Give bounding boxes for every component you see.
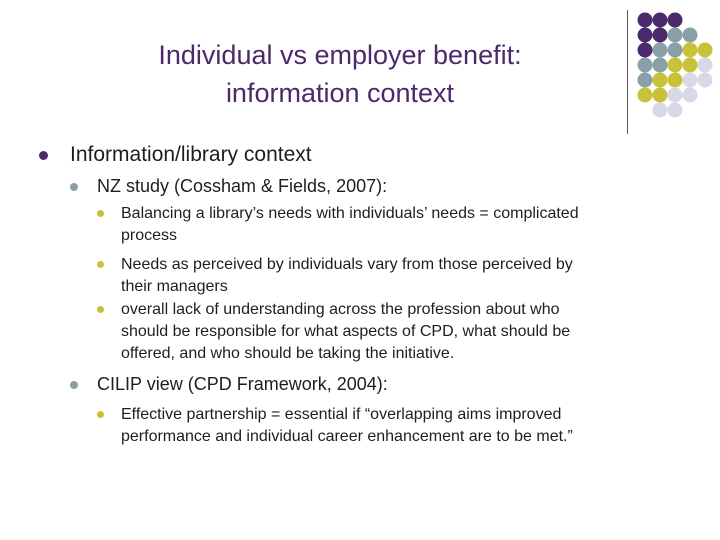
bullet-needs-line2: their managers [121, 278, 228, 295]
slide-title-line2: information context [225, 78, 455, 108]
bullet-nz-study: NZ study (Cossham & Fields, 2007): [97, 176, 388, 196]
slide-title-line1: Individual vs employer benefit: [158, 40, 522, 70]
bullet-overall-line1: overall lack of understanding across the profession about who [121, 301, 560, 318]
bullet-effective-line2: performance and individual career enhancement are to be met.” [121, 428, 573, 445]
bullet-l3-icon [97, 306, 104, 313]
bullet-balancing-line1: Balancing a library’s needs with individuals’ needs = complicated [121, 205, 579, 222]
bullet-l2-icon [70, 381, 78, 389]
bullet-l3-icon [97, 210, 104, 217]
bullet-l2-icon [70, 183, 78, 191]
bullet-l1-icon [39, 151, 48, 160]
bullet-cilip-view: CILIP view (CPD Framework, 2004): [97, 374, 388, 394]
bullet-overall-line3: offered, and who should be taking the initiative. [121, 345, 455, 362]
bullet-effective-line1: Effective partnership = essential if “overlapping aims improved [121, 406, 562, 423]
bullet-l3-icon [97, 411, 104, 418]
bullet-l3-icon [97, 261, 104, 268]
bullet-balancing-line2: process [121, 227, 178, 244]
bullet-information-context: Information/library context [70, 143, 312, 166]
bullet-overall-line2: should be responsible for what aspects of CPD, what should be [121, 323, 571, 340]
bullet-needs-line1: Needs as perceived by individuals vary from those perceived by [121, 256, 573, 273]
